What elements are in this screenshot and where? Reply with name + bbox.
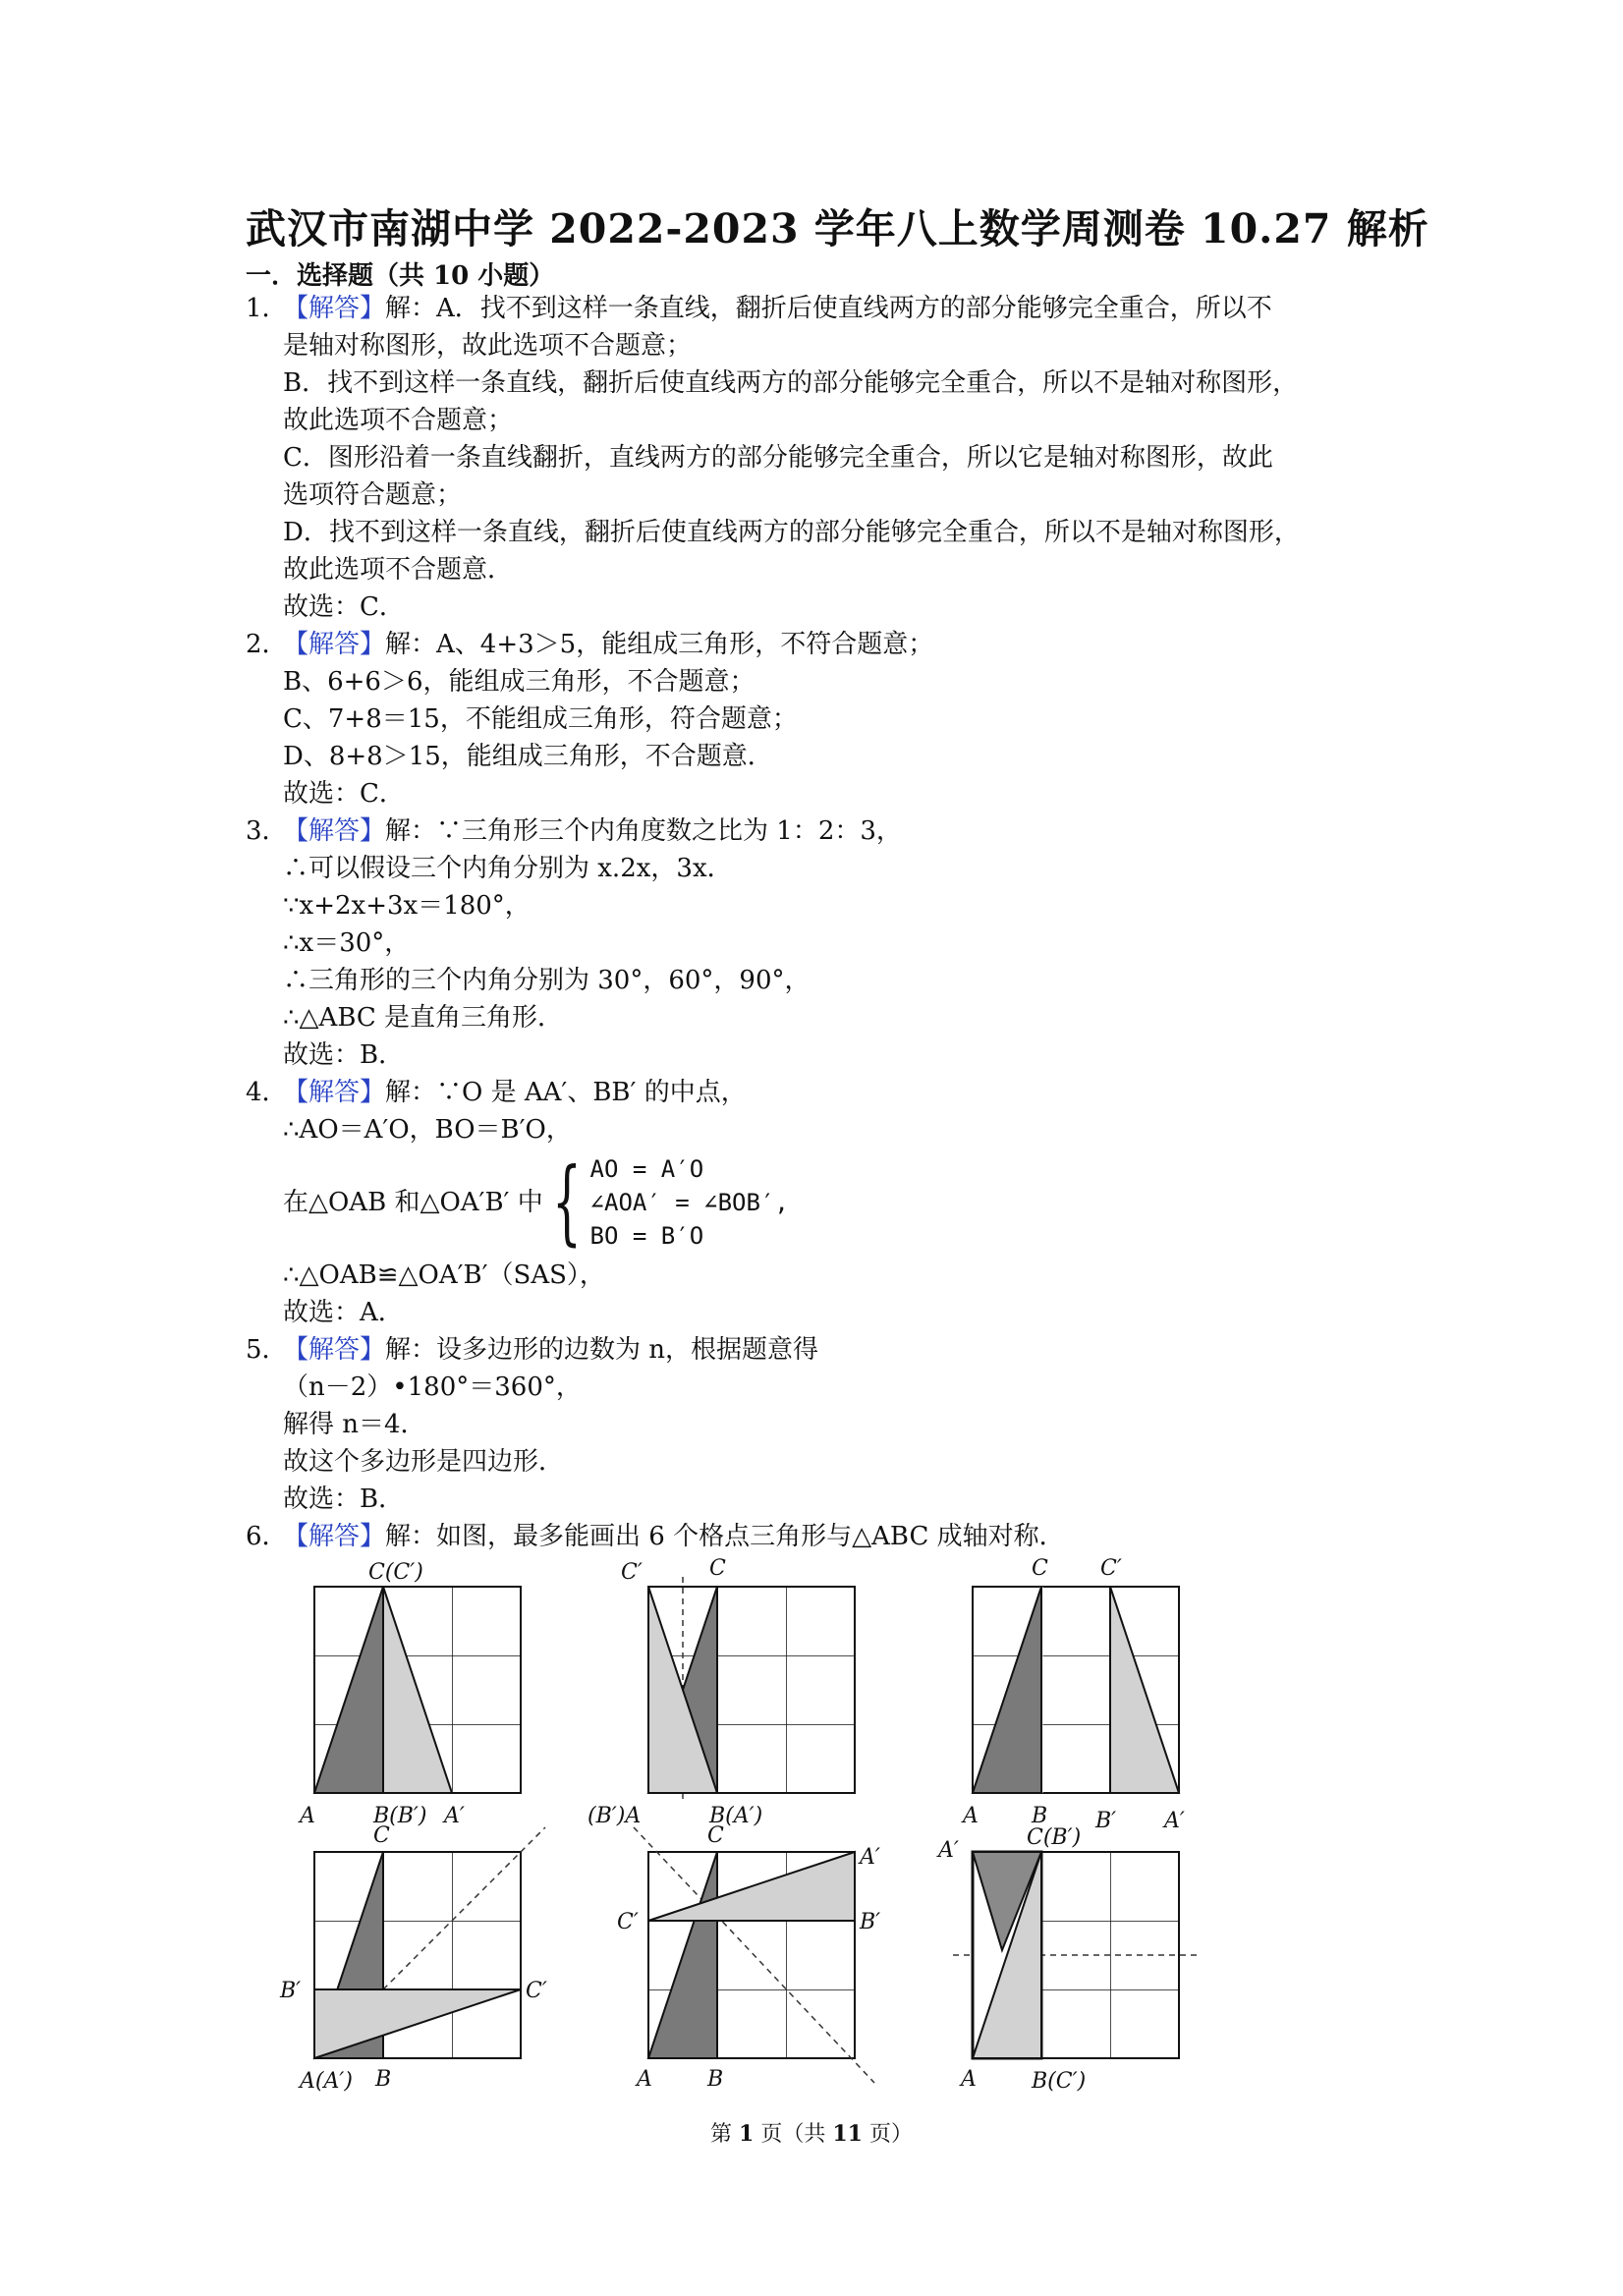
figure-1	[298, 1560, 521, 1828]
figure-label: C	[707, 1823, 724, 1848]
item-number: 3．	[246, 816, 288, 846]
figure-label: C′	[526, 1979, 547, 2003]
item-text: 解：A．找不到这样一条直线，翻折后使直线两方的部分能够完全重合，所以不	[385, 294, 1272, 323]
figure-label: (B′)A	[588, 1804, 642, 1828]
item-line: 故这个多边形是四边形．	[283, 1447, 565, 1477]
page-footer	[0, 2117, 1623, 2148]
item-text: 解：如图，最多能画出 6 个格点三角形与△ABC 成轴对称．	[385, 1522, 1065, 1551]
item-line: 故此选项不合题意．	[283, 555, 514, 585]
system-prefix: 在△OAB 和△OA′B′ 中	[283, 1188, 543, 1217]
total-pages: 11	[832, 2121, 863, 2147]
figure-label: B′	[860, 1910, 881, 1934]
item-number: 4．	[246, 1078, 288, 1107]
figure-label: B′	[280, 1979, 302, 2003]
item-line: ∴AO＝A′O，BO＝B′O，	[283, 1115, 572, 1145]
item-line: （n－2）•180°＝360°，	[283, 1372, 582, 1402]
figure-label: A′	[444, 1804, 465, 1828]
figure-label: B(A′)	[709, 1804, 763, 1828]
figure-label: A	[637, 2067, 652, 2092]
figure-3	[961, 1556, 1185, 1833]
item-line: 故选：C．	[283, 592, 405, 622]
item-line: ∴三角形的三个内角分别为 30°，60°，90°，	[283, 966, 811, 995]
system-line: BO = B′O	[589, 1222, 704, 1250]
item-line: D、8+8＞15，能组成三角形，不合题意．	[283, 742, 773, 771]
item-text: 解：∵三角形三个内角度数之比为 1：2：3，	[385, 816, 902, 846]
grid-triangle-figures	[280, 1547, 1228, 2117]
item-line: ∴△ABC 是直角三角形．	[283, 1003, 564, 1033]
item-text: 解：A、4+3＞5，能组成三角形，不符合题意；	[385, 630, 934, 659]
figure-label: B	[707, 2067, 724, 2092]
section-title: 一．选择题（共 10 小题）	[246, 261, 555, 291]
figure-4	[279, 1823, 547, 2094]
answer-tag: 【解答】	[283, 294, 386, 323]
answer-tag: 【解答】	[283, 630, 386, 659]
item-number: 2．	[246, 630, 288, 659]
item-line: 故选：C．	[283, 779, 405, 809]
figure-label: A′	[938, 1838, 959, 1863]
figure-label: B(C′)	[1032, 2069, 1087, 2094]
figure-2	[588, 1556, 855, 1828]
answer-tag: 【解答】	[283, 1335, 386, 1365]
item-line: ∵x+2x+3x＝180°，	[283, 891, 531, 921]
figure-5	[617, 1823, 880, 2092]
figure-label: B′	[1095, 1809, 1117, 1833]
footer-text: 页）	[862, 2122, 913, 2147]
figure-label: B(B′)	[373, 1804, 427, 1828]
footer-text: 第	[710, 2122, 740, 2147]
answer-item-5	[246, 1331, 1405, 1518]
equation-system	[283, 1148, 1405, 1256]
figure-label: C(C′)	[368, 1560, 423, 1585]
item-line: 故选：B．	[283, 1040, 405, 1070]
figure-6	[936, 1825, 1199, 2094]
figure-label: A	[961, 2067, 977, 2092]
item-line: 故选：A．	[283, 1298, 404, 1327]
figure-label: C	[709, 1556, 726, 1581]
item-number: 6．	[246, 1522, 288, 1551]
item-line: B、6+6＞6，能组成三角形，不合题意；	[283, 667, 756, 697]
symmetry-figures	[280, 1547, 1228, 2117]
item-number: 1．	[246, 294, 288, 323]
figure-label: C′	[617, 1910, 639, 1934]
item-line: B．找不到这样一条直线，翻折后使直线两方的部分能够完全重合，所以不是轴对称图形，	[283, 368, 1299, 398]
figure-label: C′	[1100, 1556, 1122, 1581]
figure-label: A(A′)	[300, 2069, 353, 2094]
item-line: 故选：B．	[283, 1484, 405, 1514]
figure-label: A	[300, 1804, 315, 1828]
system-line: AO = A′O	[589, 1155, 704, 1183]
item-line: 是轴对称图形，故此选项不合题意；	[283, 331, 693, 361]
item-line: ∴△OAB≌△OA′B′（SAS），	[283, 1260, 605, 1290]
answer-tag: 【解答】	[283, 1078, 386, 1107]
item-line: C．图形沿着一条直线翻折，直线两方的部分能够完全重合，所以它是轴对称图形，故此	[283, 443, 1273, 473]
figure-label: C	[373, 1823, 390, 1848]
figure-label: C(B′)	[1027, 1825, 1082, 1850]
answer-tag: 【解答】	[283, 816, 386, 846]
figure-label: A	[963, 1804, 979, 1828]
system-line: ∠AOA′ = ∠BOB′,	[589, 1189, 789, 1216]
item-line: 选项符合题意；	[283, 480, 463, 510]
answer-content	[246, 290, 1405, 1555]
page-title: 武汉市南湖中学 2022-2023 学年八上数学周测卷 10.27 解析	[246, 205, 1429, 252]
item-number: 5．	[246, 1335, 288, 1365]
figure-label: C′	[621, 1560, 643, 1585]
item-line: C、7+8＝15，不能组成三角形，符合题意；	[283, 704, 798, 734]
answer-item-2	[246, 626, 1405, 812]
item-line: 解得 n＝4．	[283, 1410, 426, 1439]
figure-label: C	[1032, 1556, 1048, 1581]
item-text: 解：设多边形的边数为 n，根据题意得	[385, 1335, 819, 1365]
item-line: D．找不到这样一条直线，翻折后使直线两方的部分能够完全重合，所以不是轴对称图形，	[283, 518, 1300, 547]
figure-label: B	[1032, 1804, 1048, 1828]
item-line: 故此选项不合题意；	[283, 406, 514, 435]
answer-item-4	[246, 1074, 1405, 1331]
answer-item-1	[246, 290, 1405, 626]
footer-text: 页（共	[754, 2122, 833, 2147]
answer-item-3	[246, 812, 1405, 1074]
brace-symbol: {	[551, 1148, 582, 1256]
figure-label: A′	[860, 1845, 880, 1870]
figure-label: A′	[1164, 1809, 1185, 1833]
item-text: 解：∵O 是 AA′、BB′ 的中点，	[385, 1078, 747, 1107]
page-number: 1	[739, 2121, 755, 2147]
item-line: ∴可以假设三个内角分别为 x.2x，3x．	[283, 854, 733, 883]
figure-label: B	[375, 2067, 392, 2092]
item-line: ∴x＝30°，	[283, 928, 411, 958]
answer-tag: 【解答】	[283, 1522, 386, 1551]
